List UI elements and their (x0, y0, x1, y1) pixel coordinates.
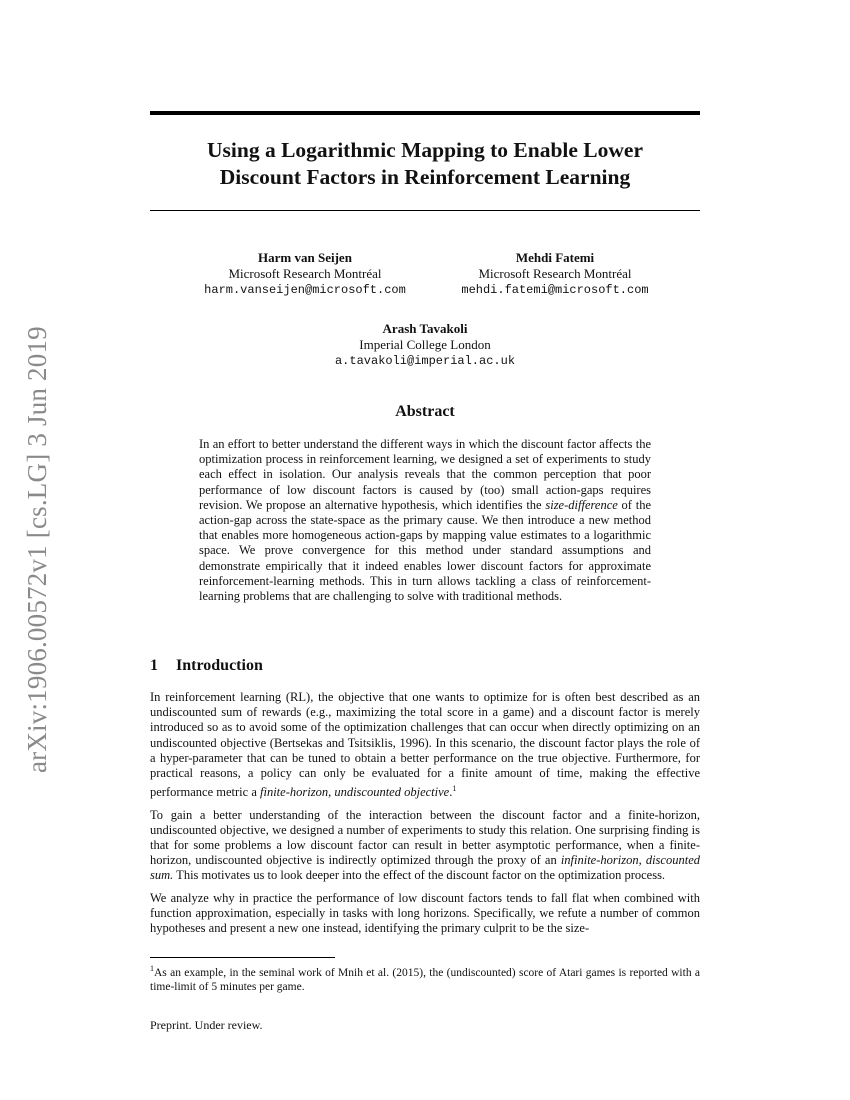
author-block-2 (435, 250, 675, 298)
author-name: Arash Tavakoli (382, 321, 468, 336)
author-affiliation: Microsoft Research Montréal (478, 266, 632, 281)
title-top-rule (150, 111, 700, 115)
author-name: Harm van Seijen (258, 250, 352, 265)
author-block-3 (305, 321, 545, 369)
title-line-1: Using a Logarithmic Mapping to Enable Lower (207, 138, 643, 162)
footnote-mark: 1 (150, 964, 154, 973)
preprint-note: Preprint. Under review. (150, 1018, 263, 1032)
author-affiliation: Microsoft Research Montréal (228, 266, 382, 281)
author-block-1 (185, 250, 425, 298)
paragraph-3: We analyze why in practice the performance of low discount factors tends to fall flat when combined with function approximation, especially in tasks with long horizons. Specifically, we refute a number of common hypotheses and present a new one instead, identifying the primary culprit to be the size- (150, 890, 700, 935)
title-bottom-rule (150, 210, 700, 211)
section-title: Introduction (176, 657, 263, 674)
title-line-2: Discount Factors in Reinforcement Learning (219, 165, 631, 189)
author-name: Mehdi Fatemi (515, 250, 595, 265)
footnote: $^1$As an example, in the seminal work of Mnih et al. (2015), the (undiscounted) score of Atari games is reported with a time-limit of 5 minutes per game. (150, 964, 700, 993)
footnote-rule (150, 957, 335, 958)
abstract-emphasis: size-difference (545, 497, 618, 512)
abstract-text: In an effort to better understand the different ways in which the discount factor affects the optimization process in reinforcement learning, we designed a set of experiments to study each effect in isolation. Our analysis reveals that the common perception that poor performance of low discount factors is caused by (too) small action-gaps requires revision. We propose an alternative hypothesis, which identifies the size-difference of the action-gap across the state-space as the primary cause. We then introduce a new method that enables more homogeneous action-gaps by mapping value estimates to a logarithmic space. We prove convergence for this method under standard assumptions and demonstrate empirically that it indeed enables lower discount factors for approximate reinforcement-learning methods. This in turn allows tackling a class of reinforcement-learning problems that are challenging to solve with traditional methods. (199, 437, 651, 604)
paragraph-2: To gain a better understanding of the interaction between the discount factor and a finite-horizon, undiscounted objective, we designed a number of experiments to study this relation. One surprising finding is that for some problems a low discount factor can result in better asymptotic performance, when a finite-horizon, undiscounted objective is indirectly optimized through the proxy of an infinite-horizon, discounted sum. This motivates us to look deeper into the effect of the discount factor on the optimization process. (150, 807, 700, 883)
author-email: mehdi.fatemi@microsoft.com (461, 283, 649, 297)
author-affiliation: Imperial College London (359, 337, 491, 352)
section-number: 1 (150, 657, 158, 674)
footnote-marker: 1 (452, 784, 457, 794)
paper-title (150, 137, 700, 191)
arxiv-identifier: arXiv:1906.00572v1 [cs.LG] 3 Jun 2019 (22, 326, 52, 773)
author-email: harm.vanseijen@microsoft.com (204, 283, 406, 297)
author-email: a.tavakoli@imperial.ac.uk (334, 354, 516, 368)
abstract-heading: Abstract (395, 403, 455, 420)
section-heading (150, 657, 263, 675)
paragraph-1: In reinforcement learning (RL), the objective that one wants to optimize for is often best described as an undiscounted sum of rewards (e.g., maximizing the total score in a game) and a discount factor is merely introduced so as to avoid some of the optimization challenges that can occur when directly optimizing on an undiscounted objective (Bertsekas and Tsitsiklis, 1996). In this scenario, the discount factor plays the role of a hyper-parameter that can be tuned to obtain a better performance on the true objective. Furthermore, for practical reasons, a policy can only be evaluated for a finite amount of time, making the effective performance metric a finite-horizon, undiscounted objective.$^1$ (150, 690, 700, 800)
introduction-body (150, 690, 700, 943)
